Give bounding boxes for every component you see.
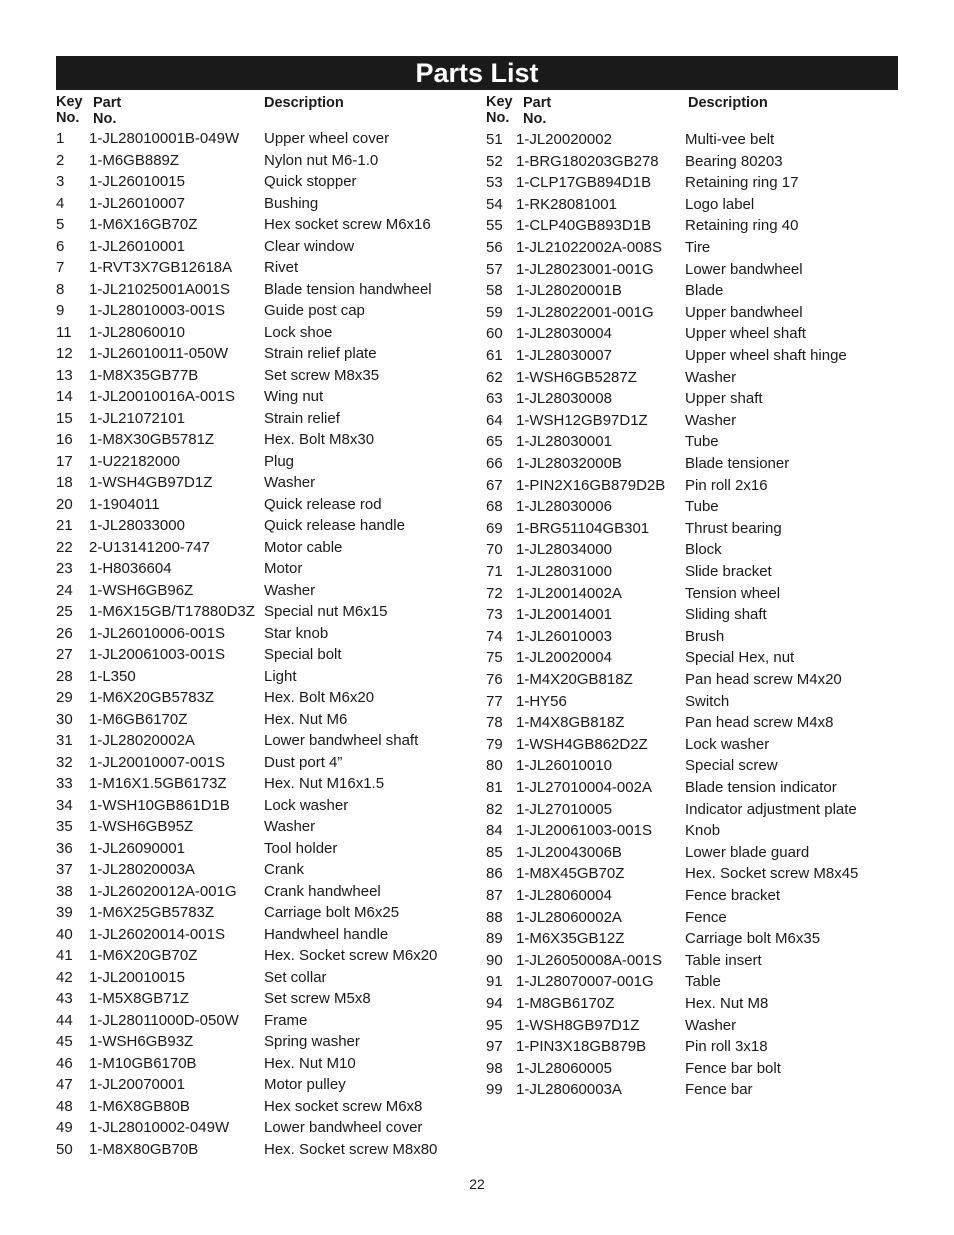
key-header-line1: Key [56,94,83,110]
key-no: 40 [56,925,73,943]
description: Logo label [685,195,755,213]
key-no: 69 [486,519,503,537]
description: Guide post cap [264,302,365,319]
key-no: 81 [486,779,503,796]
description: Carriage bolt M6x25 [264,904,400,921]
key-no: 28 [56,667,73,685]
description: Set screw M8x35 [264,366,380,384]
key-no: 2 [56,151,65,169]
part-no: 1-WSH8GB97D1Z [516,1016,640,1034]
key-no: 97 [486,1038,503,1056]
key-no: 58 [486,282,503,300]
part-no: 1-JL28010002-049W [89,1119,230,1136]
description: Fence bracket [685,887,781,904]
key-no: 44 [56,1011,73,1029]
key-no: 61 [486,347,503,364]
description: Special screw [685,757,778,775]
description: Crank handwheel [264,882,381,900]
part-no: 1-JL28034000 [516,541,612,559]
key-no: 4 [56,194,65,212]
key-no: 84 [486,822,503,840]
key-no: 16 [56,431,73,448]
part-no: 1-WSH6GB96Z [89,581,194,599]
key-no: 5 [56,216,65,233]
key-no: 27 [56,646,73,663]
description: Multi-vee belt [685,131,775,148]
part-no-header: Part No. [93,95,122,127]
key-no: 55 [486,217,503,235]
key-no: 89 [486,930,503,948]
part-no: 1-JL26090001 [89,839,185,857]
description: Lock shoe [264,323,333,341]
page-title: Parts List [415,57,539,88]
description: Hex. Nut M8 [685,995,769,1012]
key-no: 35 [56,818,73,835]
description: Tube [685,498,719,516]
description: Nylon nut M6-1.0 [264,151,379,169]
part-no: 1-JL20070001 [89,1076,185,1093]
description-header: Description [688,95,768,111]
description: Lock washer [685,735,770,753]
part-no: 1-M6X35GB12Z [516,930,625,948]
part-no: 1-JL28032000B [516,455,622,472]
description: Table insert [685,951,762,969]
key-no: 56 [486,239,503,256]
key-no: 20 [56,495,73,513]
description: Upper wheel shaft [685,325,806,343]
key-no-header [56,94,83,126]
description: Washer [685,411,737,429]
part-no: 1-M6X8GB80B [89,1097,190,1115]
key-no: 68 [486,498,503,516]
description: Retaining ring 40 [685,217,799,235]
key-no: 34 [56,796,73,814]
description: Light [264,667,297,685]
key-no: 63 [486,390,503,408]
part-no: 1-JL27010005 [516,800,612,818]
part-no: 1-M6X15GB/T17880D3Z [89,603,255,620]
part-no: 1-WSH6GB5287Z [516,368,637,386]
key-no: 99 [486,1081,503,1099]
page-number: 22 [469,1176,485,1192]
part-no: 1-U22182000 [89,452,180,470]
key-no: 25 [56,603,73,620]
part-no: 1-JL28030006 [516,498,612,516]
description: Brush [685,627,725,645]
description: Set screw M5x8 [264,990,371,1007]
description: Hex. Socket screw M6x20 [264,947,438,964]
part-no: 1-WSH6GB95Z [89,818,194,835]
key-no: 64 [486,411,503,429]
key-no: 87 [486,887,503,904]
part-no: 1-JL28060004 [516,887,612,904]
key-no: 60 [486,325,503,343]
key-no: 52 [486,152,503,170]
key-no: 51 [486,131,503,148]
part-no: 1-JL28070007-001G [516,973,654,991]
part-no: 1-JL28060003A [516,1081,622,1099]
description: Hex. Bolt M8x30 [264,431,375,448]
title-bar [56,56,898,90]
part-no: 1-JL28060002A [516,908,622,926]
part-no: 1-JL28031000 [516,563,612,580]
key-no: 47 [56,1076,73,1093]
description: Plug [264,452,295,470]
key-no: 98 [486,1059,503,1077]
description: Motor [264,560,303,577]
key-no: 67 [486,476,503,494]
part-no: 1-JL28010003-001S [89,302,225,319]
key-no: 31 [56,732,73,749]
key-no: 18 [56,474,73,491]
part-no: 1-M5X8GB71Z [89,990,190,1007]
description: Bearing 80203 [685,152,783,170]
key-no: 57 [486,260,503,278]
key-no: 50 [56,1140,73,1158]
description: Fence bar [685,1081,753,1099]
description: Indicator adjustment plate [685,800,857,818]
part-no: 1-M6GB6170Z [89,710,188,728]
description: Hex. Nut M10 [264,1054,356,1072]
part-no: 1-M10GB6170B [89,1054,197,1072]
part-no: 1-M8X80GB70B [89,1140,199,1158]
key-no: 66 [486,455,503,472]
part-no: 1-JL20014002A [516,584,622,602]
part-no: 1-JL26050008A-001S [516,951,662,969]
description-header: Description [264,95,344,111]
description: Bushing [264,194,319,212]
part-no: 1-JL28023001-001G [516,260,654,278]
part-no: 1-JL28030008 [516,390,612,408]
key-no: 14 [56,388,73,405]
part-no: 1-M6GB889Z [89,151,180,169]
part-no: 1-JL28030004 [516,325,612,343]
key-no: 43 [56,990,73,1007]
key-no: 39 [56,904,73,921]
part-no: 1-M6X20GB70Z [89,947,198,964]
description: Handwheel handle [264,925,389,943]
key-no: 59 [486,303,503,321]
description: Lower bandwheel shaft [264,732,419,749]
part-no: 1-WSH4GB97D1Z [89,474,213,491]
part-no: 1-H8036604 [89,560,172,577]
description: Tube [685,433,719,451]
part-no: 1-L350 [89,667,136,685]
part-no: 1-M4X8GB818Z [516,714,625,732]
description: Frame [264,1011,308,1029]
key-no: 91 [486,973,503,991]
description: Retaining ring 17 [685,174,799,192]
description: Set collar [264,968,327,986]
key-no-header [486,94,513,126]
description: Washer [264,474,316,491]
part-no: 1-M6X25GB5783Z [89,904,215,921]
description: Fence [685,908,727,926]
part-no: 1-WSH4GB862D2Z [516,735,648,753]
part-no: 1-WSH12GB97D1Z [516,411,648,429]
key-no: 79 [486,735,503,753]
description: Blade tension indicator [685,779,837,796]
description: Strain relief [264,409,340,427]
part-no: 1-JL26010001 [89,237,185,255]
description: Lower bandwheel [685,260,803,278]
description: Star knob [264,624,329,642]
key-no: 22 [56,538,73,556]
part-no: 1-JL28020001B [516,282,622,300]
part-no: 1-JL26020014-001S [89,925,225,943]
key-no: 13 [56,366,73,384]
key-no: 30 [56,710,73,728]
part-no: 1-JL28020002A [89,732,195,749]
part-no: 1-1904011 [89,495,160,513]
description: Switch [685,692,730,710]
key-no: 65 [486,433,503,451]
part-no: 1-HY56 [516,692,567,710]
description: Block [685,541,722,559]
description: Thrust bearing [685,519,782,537]
key-no: 41 [56,947,73,964]
description: Pin roll 3x18 [685,1038,768,1056]
part-no: 1-WSH6GB93Z [89,1033,194,1050]
part-no: 1-JL20061003-001S [516,822,652,840]
part-no: 1-JL28010001B-049W [89,130,240,147]
key-header-line2: No. [486,110,510,126]
description: Dust port 4” [264,753,343,771]
key-no: 46 [56,1054,73,1072]
key-no: 17 [56,452,73,470]
description: Quick stopper [264,173,357,190]
part-no: 1-JL21022002A-008S [516,239,662,256]
part-no: 1-CLP17GB894D1B [516,174,652,192]
part-no: 1-JL20010016A-001S [89,388,235,405]
description: Quick release rod [264,495,382,513]
part-no: 1-JL28060005 [516,1059,612,1077]
key-header-line1: Key [486,94,513,110]
description: Hex. Nut M16x1.5 [264,775,385,792]
description: Washer [685,368,737,386]
description: Hex. Socket screw M8x45 [685,865,859,883]
description: Crank [264,861,305,878]
part-no: 1-JL26010007 [89,194,185,212]
key-no: 26 [56,624,73,642]
description: Hex socket screw M6x16 [264,216,431,233]
part-no: 1-JL26010006-001S [89,624,225,642]
key-no: 82 [486,800,503,818]
description: Washer [264,818,316,835]
description: Pan head screw M4x20 [685,671,842,688]
part-no: 1-JL26010003 [516,627,612,645]
description: Slide bracket [685,563,772,580]
description: Knob [685,822,721,840]
part-no: 1-M16X1.5GB6173Z [89,775,227,792]
key-no: 85 [486,843,503,861]
part-no: 1-PIN2X16GB879D2B [516,476,666,494]
description: Tool holder [264,839,338,857]
description: Fence bar bolt [685,1059,781,1077]
description: Strain relief plate [264,345,377,362]
part-no: 1-JL20020002 [516,131,612,148]
part-no: 1-JL21072101 [89,409,185,427]
part-no: 1-JL28060010 [89,323,185,341]
part-no: 1-JL26010010 [516,757,612,775]
description: Washer [264,581,316,599]
key-no: 76 [486,671,503,688]
description: Lower bandwheel cover [264,1119,423,1136]
part-no: 1-CLP40GB893D1B [516,217,652,235]
key-no: 75 [486,649,503,667]
part-no: 1-JL28033000 [89,517,185,534]
key-no: 94 [486,995,503,1012]
key-no: 12 [56,345,73,362]
description: Motor pulley [264,1076,346,1093]
key-no: 7 [56,259,65,276]
description: Blade tension handwheel [264,280,432,298]
key-no: 29 [56,689,73,706]
key-no: 8 [56,280,65,298]
part-no: 1-JL27010004-002A [516,779,652,796]
key-no: 32 [56,753,73,771]
part-no: 1-WSH10GB861D1B [89,796,230,814]
part-no: 1-JL28011000D-050W [89,1011,239,1029]
description: Blade tensioner [685,455,790,472]
description: Special nut M6x15 [264,603,388,620]
key-no: 9 [56,302,65,319]
key-no: 70 [486,541,503,559]
part-no: 1-JL20020004 [516,649,612,667]
description: Blade [685,282,724,300]
key-no: 11 [56,323,72,341]
description: Sliding shaft [685,606,767,624]
part-no: 1-RVT3X7GB12618A [89,259,233,276]
description: Tension wheel [685,584,781,602]
part-no: 2-U13141200-747 [89,538,210,556]
part-no: 1-JL28030001 [516,433,612,451]
part-no: 1-M6X16GB70Z [89,216,198,233]
key-no: 88 [486,908,503,926]
key-no: 37 [56,861,73,878]
part-no: 1-JL28030007 [516,347,612,364]
part-no: 1-JL20061003-001S [89,646,225,663]
description: Pan head screw M4x8 [685,714,834,732]
key-no: 49 [56,1119,73,1136]
description: Quick release handle [264,517,405,534]
key-header-line2: No. [56,110,80,126]
description: Rivet [264,259,299,276]
key-no: 86 [486,865,503,883]
description: Clear window [264,237,355,255]
part-no-header: Part No. [523,95,552,127]
part-no: 1-BRG51104GB301 [516,519,650,537]
key-no: 38 [56,882,73,900]
part-no: 1-JL20010015 [89,968,185,986]
key-no: 54 [486,195,503,213]
description: Upper wheel cover [264,130,390,147]
key-no: 42 [56,968,73,986]
description: Spring washer [264,1033,360,1050]
part-no: 1-PIN3X18GB879B [516,1038,647,1056]
key-no: 62 [486,368,503,386]
key-no: 73 [486,606,503,624]
key-no: 78 [486,714,503,732]
description: Motor cable [264,538,343,556]
part-no: 1-RK28081001 [516,195,617,213]
description: Hex. Socket screw M8x80 [264,1140,438,1158]
key-no: 45 [56,1033,73,1050]
key-no: 36 [56,839,73,857]
key-no: 80 [486,757,503,775]
key-no: 74 [486,627,503,645]
description: Pin roll 2x16 [685,476,768,494]
key-no: 72 [486,584,503,602]
part-no: 1-JL28022001-001G [516,303,654,321]
key-no: 90 [486,951,503,969]
part-no: 1-M8X30GB5781Z [89,431,215,448]
description: Upper shaft [685,390,763,408]
description: Hex socket screw M6x8 [264,1097,423,1115]
part-no: 1-M8X45GB70Z [516,865,625,883]
part-no: 1-M4X20GB818Z [516,671,633,688]
key-no: 48 [56,1097,73,1115]
description: Lock washer [264,796,349,814]
description: Tire [685,239,711,256]
key-no: 6 [56,237,65,255]
part-no: 1-JL26010011-050W [89,345,228,362]
part-no: 1-M6X20GB5783Z [89,689,215,706]
description: Lower blade guard [685,843,810,861]
description: Washer [685,1016,737,1034]
part-no: 1-JL28020003A [89,861,195,878]
part-no: 1-JL20043006B [516,843,622,861]
key-no: 24 [56,581,73,599]
key-no: 71 [486,563,503,580]
key-no: 15 [56,409,73,427]
part-no: 1-JL21025001A001S [89,280,230,298]
description: Hex. Bolt M6x20 [264,689,375,706]
part-no: 1-M8GB6170Z [516,995,615,1012]
key-no: 23 [56,560,73,577]
key-no: 95 [486,1016,503,1034]
key-no: 53 [486,174,503,192]
description: Upper bandwheel [685,303,803,321]
part-no: 1-JL26010015 [89,173,185,190]
part-no: 1-M8X35GB77B [89,366,199,384]
key-no: 3 [56,173,65,190]
description: Wing nut [264,388,324,405]
description: Hex. Nut M6 [264,710,348,728]
key-no: 77 [486,692,503,710]
description: Special bolt [264,646,342,663]
part-no: 1-JL20010007-001S [89,753,225,771]
description: Table [685,973,721,991]
description: Carriage bolt M6x35 [685,930,821,948]
key-no: 1 [56,130,65,147]
key-no: 21 [56,517,73,534]
key-no: 33 [56,775,73,792]
part-no: 1-JL26020012A-001G [89,882,237,900]
part-no: 1-BRG180203GB278 [516,152,659,170]
description: Upper wheel shaft hinge [685,347,847,364]
part-no: 1-JL20014001 [516,606,612,624]
description: Special Hex, nut [685,649,795,667]
